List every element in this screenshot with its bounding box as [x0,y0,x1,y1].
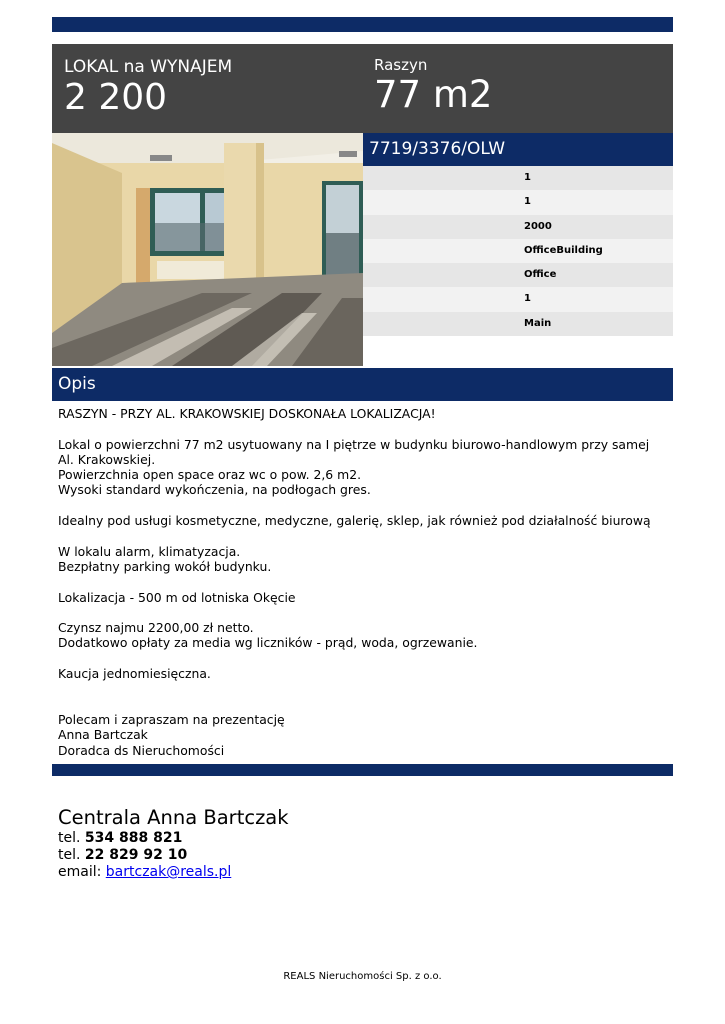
contact-name: Centrala Anna Bartczak [58,806,289,829]
email-link[interactable]: bartczak@reals.pl [105,864,232,880]
listing-price: 2 200 [64,77,168,118]
attribute-row: Main [363,312,673,336]
footer-company: REALS Nieruchomości Sp. z o.o. [283,971,442,982]
listing-reference: 7719/3376/OLW [363,133,673,166]
email-line [58,864,289,881]
phone-line-1 [58,830,289,847]
phone-line-2 [58,847,289,864]
listing-area: 77 m2 [374,73,493,116]
attribute-row: 1 [363,166,673,190]
attribute-row: 2000 [363,215,673,239]
listing-header [52,44,673,133]
tel-label: tel. [58,830,81,846]
attribute-row: OfficeBuilding [363,239,673,263]
listing-type: LOKAL na WYNAJEM [64,57,233,77]
contact-block [58,806,289,881]
property-photo [52,133,363,366]
tel-label: tel. [58,847,81,863]
listing-city: Raszyn [374,56,428,74]
bottom-accent-bar [52,764,673,776]
attribute-row: Office [363,263,673,287]
top-accent-bar [52,17,673,32]
email-label: email: [58,864,102,880]
phone-number-2[interactable]: 22 829 92 10 [84,847,188,863]
attributes-table [363,166,673,336]
attribute-row: 1 [363,190,673,214]
description-text: RASZYN - PRZY AL. KRAKOWSKIEJ DOSKONAŁA LOKALIZACJA! Lokal o powierzchni 77 m2 usytuowany na I piętrze w budynku biurowo-handlowym przy samej Al. Krakowskiej. Powierzchnia open space oraz wc o pow. 2,6 m2. Wysoki standard wykończenia, na podłogach gres. Idealny pod usługi kosmetyczne, medyczne, galerię, sklep, jak również pod działalność biurową W lokalu alarm, klimatyzacja. Bezpłatny parking wokół budynku. Lokalizacja - 500 m od lotniska Okęcie Czynsz najmu 2200,00 zł netto. Dodatkowo opłaty za media wg liczników - prąd, woda, ogrzewanie. Kaucja jednomiesięczna. Polecam i zapraszam na prezentację Anna Bartczak Doradca ds Nieruchomości [58,406,651,758]
phone-number-1[interactable]: 534 888 821 [84,830,183,846]
description-heading: Opis [52,368,673,401]
attribute-row: 1 [363,287,673,311]
